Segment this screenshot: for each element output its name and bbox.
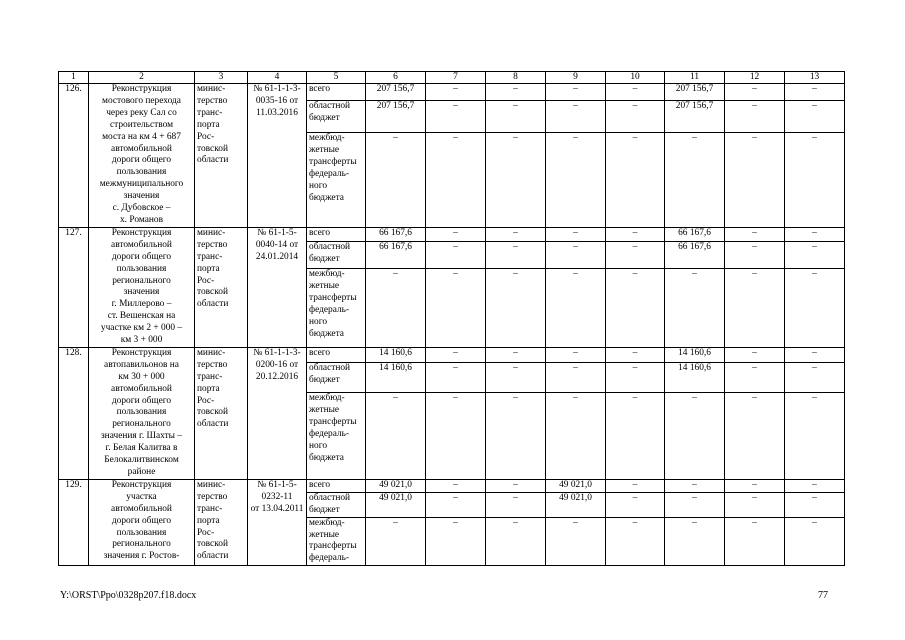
cell-line: трансферты <box>309 292 357 303</box>
cell-line: транс- <box>197 503 223 514</box>
cell-line: области <box>197 155 229 166</box>
value-cell: – <box>366 268 426 347</box>
value-cell: 66 167,6 <box>665 227 725 241</box>
cell-line: с. Дубовское – <box>112 203 171 214</box>
cell-line: минис- <box>197 227 226 238</box>
funding-source <box>307 347 366 362</box>
cell-line: через реку Сал со <box>106 107 177 118</box>
row-number: 129. <box>59 479 89 565</box>
document-ref <box>248 347 307 479</box>
value-cell: – <box>785 479 845 492</box>
cell-line: дороги общего <box>111 395 172 406</box>
value-cell: – <box>426 84 486 101</box>
value-cell: – <box>606 363 665 393</box>
table-row <box>59 347 845 362</box>
document-ref <box>248 227 307 347</box>
funding-source <box>307 492 366 517</box>
value-cell: – <box>665 517 725 566</box>
cell-line: ного <box>309 316 328 327</box>
value-cell: – <box>366 517 426 566</box>
value-cell: – <box>785 347 845 362</box>
value-cell: – <box>546 241 606 268</box>
object-name <box>89 347 195 479</box>
cell-line: г. Миллерово – <box>111 299 172 310</box>
column-header: 9 <box>546 72 606 84</box>
value-cell: – <box>606 492 665 517</box>
cell-line: автомобильной <box>111 503 172 514</box>
cell-line: транс- <box>197 251 223 262</box>
value-cell: – <box>725 517 785 566</box>
cell-line: ного <box>309 180 328 191</box>
cell-line: дороги общего <box>111 155 172 166</box>
value-cell: – <box>665 479 725 492</box>
cell-line: от 13.04.2011 <box>250 503 304 514</box>
cell-line: порта <box>197 263 220 274</box>
cell-line: Рос- <box>197 275 215 286</box>
value-cell: – <box>725 363 785 393</box>
cell-line: жетные <box>309 529 340 540</box>
cell-line: Рос- <box>197 527 215 538</box>
cell-line: пользования <box>116 167 167 178</box>
value-cell: – <box>486 492 546 517</box>
organization <box>195 84 248 228</box>
column-header: 10 <box>606 72 665 84</box>
value-cell: – <box>606 393 665 480</box>
value-cell: – <box>606 347 665 362</box>
cell-line: области <box>197 551 229 562</box>
value-cell: 66 167,6 <box>366 241 426 268</box>
cell-line: пользования <box>116 527 167 538</box>
cell-line: жетные <box>309 280 340 291</box>
value-cell: – <box>725 492 785 517</box>
value-cell: – <box>426 133 486 228</box>
cell-line: бюджет <box>309 112 340 123</box>
cell-line: жетные <box>309 405 340 416</box>
value-cell: – <box>546 393 606 480</box>
cell-line: порта <box>197 515 220 526</box>
value-cell: – <box>606 479 665 492</box>
cell-line: федераль- <box>309 304 350 315</box>
column-header: 2 <box>89 72 195 84</box>
cell-line: терство <box>197 239 228 250</box>
value-cell: 49 021,0 <box>546 492 606 517</box>
cell-line: км 30 + 000 <box>118 371 165 382</box>
cell-line: автопавильонов на <box>104 359 179 370</box>
value-cell: 49 021,0 <box>366 492 426 517</box>
funding-source <box>307 133 366 228</box>
cell-line: Реконструкция <box>111 479 172 490</box>
row-number: 128. <box>59 347 89 479</box>
column-header: 13 <box>785 72 845 84</box>
cell-line: 0035-16 от <box>255 95 299 106</box>
cell-line: федераль- <box>309 553 350 564</box>
header-row <box>59 72 845 84</box>
value-cell: – <box>725 133 785 228</box>
cell-line: порта <box>197 119 220 130</box>
cell-line: трансферты <box>309 541 357 552</box>
value-cell: – <box>426 227 486 241</box>
column-header: 7 <box>426 72 486 84</box>
cell-line: № 61-1-5- <box>257 479 297 490</box>
column-header: 5 <box>307 72 366 84</box>
cell-line: регионального <box>112 419 171 430</box>
cell-line: товской <box>197 143 228 154</box>
document-ref <box>248 479 307 565</box>
value-cell: – <box>426 347 486 362</box>
value-cell: – <box>606 241 665 268</box>
cell-line: участке км 2 + 000 – <box>100 323 183 334</box>
value-cell: – <box>486 479 546 492</box>
cell-line: значения г. Ростов- <box>103 551 180 562</box>
value-cell: – <box>486 100 546 132</box>
cell-line: участка <box>126 491 157 502</box>
funding-source <box>307 100 366 132</box>
value-cell: – <box>665 393 725 480</box>
cell-line: дороги общего <box>111 515 172 526</box>
value-cell: – <box>546 347 606 362</box>
value-cell: – <box>725 393 785 480</box>
cell-line: терство <box>197 95 228 106</box>
value-cell: 66 167,6 <box>366 227 426 241</box>
cell-line: 0040-14 от <box>255 239 299 250</box>
value-cell: – <box>785 517 845 566</box>
value-cell: – <box>785 268 845 347</box>
row-number: 126. <box>59 84 89 228</box>
cell-line: значения г. Шахты – <box>100 431 183 442</box>
value-cell: 49 021,0 <box>366 479 426 492</box>
cell-line: области <box>197 419 229 430</box>
value-cell: – <box>486 227 546 241</box>
funding-source <box>307 393 366 480</box>
funding-source <box>307 479 366 492</box>
column-header: 8 <box>486 72 546 84</box>
value-cell: – <box>366 393 426 480</box>
cell-line: межбюд- <box>309 517 345 528</box>
value-cell: – <box>426 363 486 393</box>
cell-line: трансферты <box>309 416 357 427</box>
cell-line: мостового перехода <box>102 95 181 106</box>
cell-line: межбюд- <box>309 393 345 404</box>
value-cell: 14 160,6 <box>665 363 725 393</box>
table-row <box>59 479 845 492</box>
organization <box>195 479 248 565</box>
funding-source <box>307 363 366 393</box>
value-cell: – <box>486 84 546 101</box>
column-header: 12 <box>725 72 785 84</box>
value-cell: – <box>665 133 725 228</box>
cell-line: транс- <box>197 107 223 118</box>
budget-table <box>58 71 845 566</box>
object-name <box>89 227 195 347</box>
cell-line: автомобильной <box>111 143 172 154</box>
cell-line: межмуниципального <box>99 179 184 190</box>
table-row <box>59 84 845 101</box>
cell-line: ст. Вешенская на <box>107 311 176 322</box>
cell-line: бюджет <box>309 504 340 515</box>
value-cell: – <box>665 492 725 517</box>
value-cell: – <box>486 241 546 268</box>
cell-line: терство <box>197 359 228 370</box>
document-ref <box>248 84 307 228</box>
value-cell: – <box>606 100 665 132</box>
cell-line: пользования <box>116 263 167 274</box>
cell-line: Рос- <box>197 395 215 406</box>
value-cell: – <box>785 84 845 101</box>
cell-line: Реконструкция <box>111 227 172 238</box>
value-cell: – <box>546 363 606 393</box>
value-cell: 207 156,7 <box>665 84 725 101</box>
cell-line: Реконструкция <box>111 84 172 94</box>
column-header: 1 <box>59 72 89 84</box>
cell-line: значения <box>123 287 160 298</box>
cell-line: областной <box>309 363 351 374</box>
value-cell: – <box>426 479 486 492</box>
row-number: 127. <box>59 227 89 347</box>
cell-line: № 61-1-1-3- <box>253 84 301 94</box>
value-cell: – <box>546 100 606 132</box>
cell-line: 0200-16 от <box>255 359 299 370</box>
value-cell: 14 160,6 <box>366 363 426 393</box>
cell-line: областной <box>309 241 351 252</box>
funding-source <box>307 241 366 268</box>
value-cell: – <box>725 268 785 347</box>
cell-line: товской <box>197 287 228 298</box>
value-cell: – <box>486 363 546 393</box>
cell-line: всего <box>309 479 331 490</box>
cell-line: порта <box>197 383 220 394</box>
cell-line: межбюд- <box>309 133 345 144</box>
value-cell: – <box>606 268 665 347</box>
cell-line: всего <box>309 347 331 358</box>
column-header: 4 <box>248 72 307 84</box>
value-cell: – <box>725 227 785 241</box>
cell-line: 0232-11 <box>261 491 293 502</box>
value-cell: – <box>426 492 486 517</box>
organization <box>195 227 248 347</box>
value-cell: – <box>785 133 845 228</box>
value-cell: – <box>725 347 785 362</box>
value-cell: – <box>366 133 426 228</box>
value-cell: – <box>486 268 546 347</box>
value-cell: – <box>785 393 845 480</box>
cell-line: минис- <box>197 479 226 490</box>
cell-line: г. Белая Калитва в <box>105 443 178 454</box>
cell-line: бюджет <box>309 253 340 264</box>
cell-line: областной <box>309 100 351 111</box>
column-header: 11 <box>665 72 725 84</box>
column-header: 3 <box>195 72 248 84</box>
cell-line: дороги общего <box>111 251 172 262</box>
organization <box>195 347 248 479</box>
value-cell: – <box>606 133 665 228</box>
object-name <box>89 479 195 565</box>
cell-line: товской <box>197 407 228 418</box>
value-cell: – <box>725 84 785 101</box>
cell-line: моста на км 4 + 687 <box>102 131 181 142</box>
cell-line: терство <box>197 491 228 502</box>
cell-line: значения <box>123 191 160 202</box>
value-cell: – <box>546 517 606 566</box>
cell-line: бюджет <box>309 375 340 386</box>
value-cell: – <box>426 241 486 268</box>
value-cell: – <box>785 492 845 517</box>
value-cell: – <box>546 84 606 101</box>
value-cell: – <box>486 517 546 566</box>
value-cell: – <box>606 227 665 241</box>
value-cell: – <box>785 227 845 241</box>
cell-line: автомобильной <box>111 239 172 250</box>
cell-line: всего <box>309 84 331 94</box>
cell-line: трансферты <box>309 157 357 168</box>
value-cell: 207 156,7 <box>366 84 426 101</box>
cell-line: минис- <box>197 347 226 358</box>
value-cell: – <box>546 227 606 241</box>
cell-line: областной <box>309 492 351 503</box>
cell-line: районе <box>127 467 156 477</box>
cell-line: 24.01.2014 <box>255 251 299 262</box>
funding-source <box>307 517 366 566</box>
cell-line: регионального <box>112 275 171 286</box>
cell-line: федераль- <box>309 428 350 439</box>
value-cell: – <box>606 84 665 101</box>
cell-line: Белокалитвинском <box>104 455 179 466</box>
cell-line: строительством <box>109 119 174 130</box>
value-cell: 49 021,0 <box>546 479 606 492</box>
cell-line: пользования <box>116 407 167 418</box>
value-cell: – <box>486 393 546 480</box>
cell-line: бюджета <box>309 192 344 203</box>
cell-line: № 61-1-5- <box>257 227 297 238</box>
value-cell: – <box>486 133 546 228</box>
funding-source <box>307 84 366 101</box>
cell-line: Реконструкция <box>111 347 172 358</box>
funding-source <box>307 227 366 241</box>
value-cell: – <box>785 363 845 393</box>
cell-line: минис- <box>197 84 226 94</box>
value-cell: – <box>546 268 606 347</box>
funding-source <box>307 268 366 347</box>
value-cell: – <box>785 241 845 268</box>
page-number: 77 <box>818 590 828 601</box>
value-cell: 207 156,7 <box>366 100 426 132</box>
cell-line: х. Романов <box>119 214 164 225</box>
value-cell: – <box>725 479 785 492</box>
value-cell: 14 160,6 <box>366 347 426 362</box>
cell-line: бюджета <box>309 452 344 463</box>
value-cell: – <box>546 133 606 228</box>
table-row <box>59 227 845 241</box>
cell-line: 20.12.2016 <box>255 371 299 382</box>
cell-line: ного <box>309 440 328 451</box>
cell-line: транс- <box>197 371 223 382</box>
cell-line: км 3 + 000 <box>120 335 163 346</box>
value-cell: – <box>725 241 785 268</box>
cell-line: межбюд- <box>309 268 345 279</box>
cell-line: № 61-1-1-3- <box>253 347 301 358</box>
value-cell: – <box>426 393 486 480</box>
value-cell: – <box>785 100 845 132</box>
cell-line: Рос- <box>197 131 215 142</box>
value-cell: – <box>606 517 665 566</box>
footer-file-path: Y:\ORST\Ppo\0328p207.f18.docx <box>60 590 197 601</box>
value-cell: 66 167,6 <box>665 241 725 268</box>
column-header: 6 <box>366 72 426 84</box>
value-cell: – <box>665 268 725 347</box>
cell-line: товской <box>197 539 228 550</box>
object-name <box>89 84 195 228</box>
cell-line: бюджета <box>309 328 344 339</box>
cell-line: федераль- <box>309 168 350 179</box>
cell-line: жетные <box>309 145 340 156</box>
cell-line: всего <box>309 227 331 238</box>
cell-line: области <box>197 299 229 310</box>
value-cell: – <box>486 347 546 362</box>
value-cell: 207 156,7 <box>665 100 725 132</box>
cell-line: регионального <box>112 539 171 550</box>
cell-line: 11.03.2016 <box>256 107 298 118</box>
value-cell: – <box>426 268 486 347</box>
cell-line: автомобильной <box>111 383 172 394</box>
value-cell: – <box>426 517 486 566</box>
value-cell: – <box>426 100 486 132</box>
value-cell: – <box>725 100 785 132</box>
value-cell: 14 160,6 <box>665 347 725 362</box>
